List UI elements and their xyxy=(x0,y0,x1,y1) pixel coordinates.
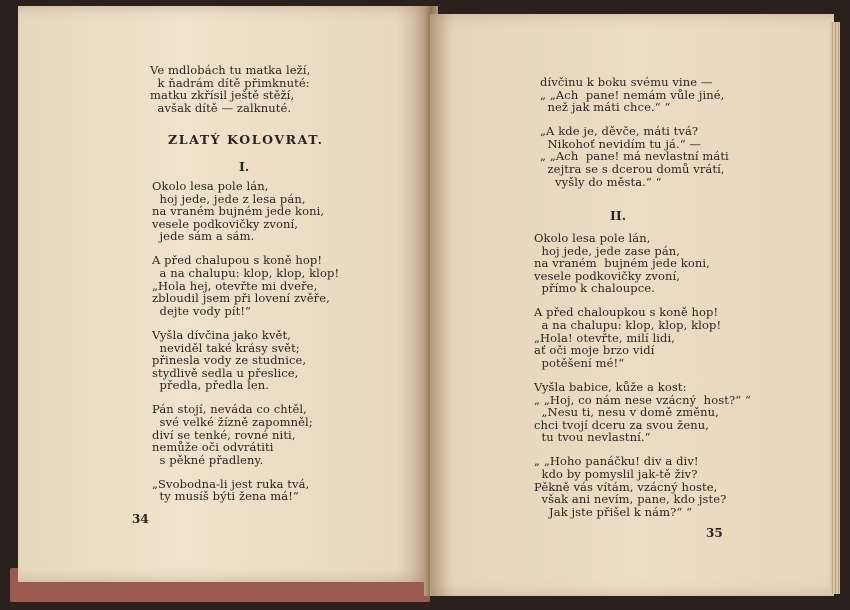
verse-line: k ňadrám dítě přimknuté: xyxy=(150,75,310,90)
verse-line: hoj jede, jede z lesa pán, xyxy=(152,191,306,206)
stanza xyxy=(152,329,339,392)
stanza xyxy=(152,478,339,503)
verse-line: dívčinu k boku svému vine — xyxy=(540,75,713,89)
verse-line: hoj jede, jede zase pán, xyxy=(534,243,681,258)
left-page-stanzas xyxy=(152,180,339,515)
verse-line: vesele podkovičky zvoní, xyxy=(534,268,681,283)
verse-line: „ „Ach pane! má nevlastní máti xyxy=(540,149,729,164)
verse-line: na vraném bujném jede koni, xyxy=(152,204,325,219)
verse-line: vesele podkovičky zvoní, xyxy=(152,216,299,231)
verse-line: přinesla vody ze studnice, xyxy=(152,353,307,368)
verse-line: „Svobodna-li jest ruka tvá, xyxy=(152,476,310,491)
verse-line: Nikohoť nevidím tu já.“ — xyxy=(540,136,702,151)
verse-line: tu tvou nevlastní.“ xyxy=(534,430,651,445)
verse-line: zejtra se s dcerou domů vrátí, xyxy=(540,162,725,177)
stanza xyxy=(152,180,339,243)
verse-line: ty musíš býti žena má!“ xyxy=(152,489,299,504)
verse-line: zbloudil jsem při lovení zvěře, xyxy=(152,291,330,306)
verse-line: Ve mdlobách tu matka leží, xyxy=(150,63,311,77)
verse-line: ať oči moje brzo vidí xyxy=(534,343,655,358)
verse-line: než jak máti chce.“ “ xyxy=(540,100,671,115)
right-page-stanzas-bottom xyxy=(534,232,751,530)
verse-line: však ani nevím, pane, kdo jste? xyxy=(534,492,727,507)
verse-line: matku zkřísil ještě stěží, xyxy=(150,88,295,103)
verse-line: s pěkné přadleny. xyxy=(152,452,264,467)
verse-line: Okolo lesa pole lán, xyxy=(534,231,651,245)
verse-line: A před chalupou s koně hop! xyxy=(152,253,323,268)
verse-line: své velké žízně zapomněl; xyxy=(152,415,313,429)
verse-line: „ „Ach pane! nemám vůle jiné, xyxy=(540,87,725,102)
stanza xyxy=(152,403,339,466)
stanza xyxy=(534,455,751,518)
verse-line: nemůže oči odvrátiti xyxy=(152,440,274,455)
verse-line: „ „Hoho panáčku! div a div! xyxy=(534,454,699,469)
verse-line: jede sám a sám. xyxy=(152,229,255,244)
page-number-right: 35 xyxy=(706,526,723,540)
verse-line: chci tvojí dceru za svou ženu, xyxy=(534,417,710,432)
section-number-1: I. xyxy=(239,159,250,174)
verse-line: Jak jste přišel k nám?“ “ xyxy=(534,504,693,519)
page-number-left: 34 xyxy=(132,512,149,526)
verse-line: na vraném bujném jede koni, xyxy=(534,256,710,271)
verse-line: „Nesu ti, nesu v domě změnu, xyxy=(534,405,719,420)
verse-line: avšak dítě — zalknuté. xyxy=(150,100,292,115)
verse-line: stydlivě sedla u přeslice, xyxy=(152,365,299,380)
verse-line: A před chaloupkou s koně hop! xyxy=(534,305,719,320)
left-page xyxy=(18,6,428,582)
verse-line: „Hola! otevřte, milí lidi, xyxy=(534,330,676,345)
verse-line: potěšení mé!“ xyxy=(534,355,625,370)
verse-line: dejte vody pít!“ xyxy=(152,303,252,318)
stanza xyxy=(534,306,751,369)
verse-line: Okolo lesa pole lán, xyxy=(152,179,269,193)
verse-line: Vyšla dívčina jako květ, xyxy=(152,327,291,342)
verse-line: předla, předla len. xyxy=(152,378,270,393)
verse-line: přímo k chaloupce. xyxy=(534,281,655,296)
right-page-stanzas-top xyxy=(540,76,729,200)
page-edges xyxy=(830,22,840,594)
verse-line: Pán stojí, neváda co chtěl, xyxy=(152,402,307,417)
stanza xyxy=(540,125,729,188)
stanza xyxy=(534,381,751,444)
verse-line: Vyšla babice, kůže a kost: xyxy=(534,379,687,394)
verse-line: vyšly do města.“ “ xyxy=(540,174,662,189)
poem-title: ZLATÝ KOLOVRAT. xyxy=(168,132,324,147)
stanza xyxy=(152,254,339,317)
stanza xyxy=(540,76,729,114)
verse-line: Pěkně vás vítám, vzácný hoste, xyxy=(534,479,718,494)
section-number-2: II. xyxy=(610,208,627,223)
verse-line: a na chalupu: klop, klop, klop! xyxy=(534,318,722,333)
verse-line: kdo by pomyslil jak-tě živ? xyxy=(534,467,698,481)
verse-line: „ „Hoj, co nám nese vzácný host?“ “ xyxy=(534,392,751,407)
verse-line: „A kde je, děvče, máti tvá? xyxy=(540,124,699,139)
right-page xyxy=(430,14,834,596)
verse-line: neviděl také krásy svět; xyxy=(152,340,300,355)
intro-stanza xyxy=(150,64,310,114)
verse-line: „Hola hej, otevřte mi dveře, xyxy=(152,278,318,293)
verse-line: diví se tenké, rovné niti, xyxy=(152,427,296,442)
stanza xyxy=(534,232,751,295)
verse-line: a na chalupu: klop, klop, klop! xyxy=(152,266,340,281)
